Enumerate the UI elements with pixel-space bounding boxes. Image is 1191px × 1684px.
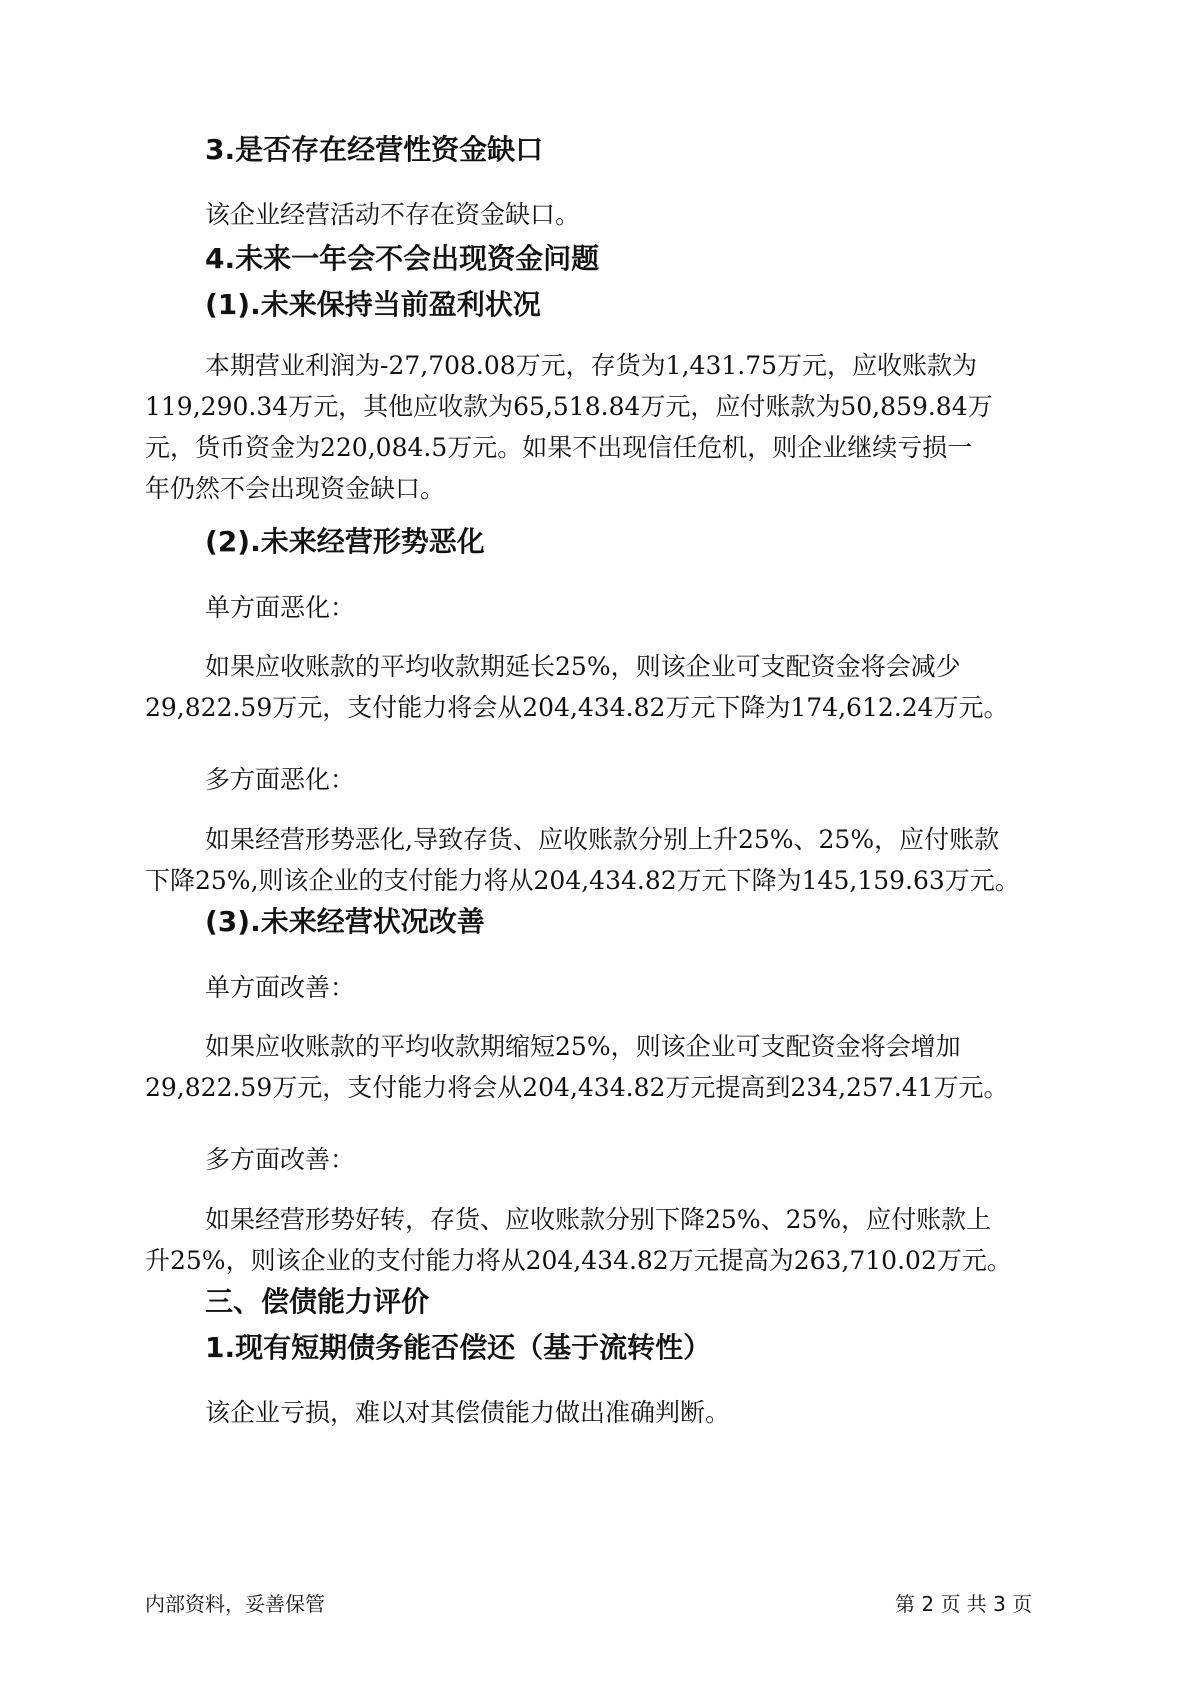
heading-short-term-debt: 1.现有短期债务能否偿还（基于流转性） (205, 1331, 712, 1364)
paragraph-line: 29,822.59万元，支付能力将会从204,434.82万元提高到234,257.41万元。 (145, 1073, 1009, 1102)
footer-page-number: 第 2 页 共 3 页 (895, 1592, 1033, 1616)
paragraph-single-worsening (145, 646, 1050, 728)
heading-improving: (3).未来经营状况改善 (205, 905, 485, 938)
heading-next-year-funding: 4.未来一年会不会出现资金问题 (205, 242, 600, 275)
paragraph-line: 年仍然不会出现资金缺口。 (145, 474, 446, 503)
label-single-improving: 单方面改善： (205, 973, 356, 1002)
paragraph-line: 下降25%,则该企业的支付能力将从204,434.82万元下降为145,159.63万元。 (145, 866, 1020, 895)
paragraph-multi-improving (145, 1199, 1050, 1281)
heading-keep-profit: (1).未来保持当前盈利状况 (205, 288, 541, 321)
heading-worsening: (2).未来经营形势恶化 (205, 525, 485, 558)
paragraph-line: 如果经营形势恶化,导致存货、应收账款分别上升25%、25%，应付账款 (205, 825, 1000, 854)
paragraph-line: 119,290.34万元，其他应收款为65,518.84万元，应付账款为50,859.84万 (145, 392, 993, 421)
label-single-worsening: 单方面恶化： (205, 593, 356, 622)
heading-funding-gap: 3.是否存在经营性资金缺口 (205, 133, 544, 166)
paragraph-profit-status (145, 345, 1050, 509)
paragraph-line: 本期营业利润为-27,708.08万元，存货为1,431.75万元，应收账款为 (205, 351, 978, 380)
paragraph-line: 如果经营形势好转，存货、应收账款分别下降25%、25%，应付账款上 (205, 1205, 992, 1234)
paragraph-funding-gap: 该企业经营活动不存在资金缺口。 (205, 200, 581, 229)
paragraph-line: 元，货币资金为220,084.5万元。如果不出现信任危机，则企业继续亏损一 (145, 433, 973, 462)
label-multi-worsening: 多方面恶化： (205, 765, 356, 794)
paragraph-line: 升25%，则该企业的支付能力将从204,434.82万元提高为263,710.02万元。 (145, 1246, 1012, 1275)
paragraph-line: 如果应收账款的平均收款期缩短25%，则该企业可支配资金将会增加 (205, 1032, 961, 1061)
heading-debt-capacity: 三、偿债能力评价 (205, 1285, 430, 1318)
footer-confidential-note: 内部资料，妥善保管 (145, 1592, 325, 1616)
paragraph-single-improving (145, 1026, 1050, 1108)
paragraph-line: 如果应收账款的平均收款期延长25%，则该企业可支配资金将会减少 (205, 652, 961, 681)
paragraph-line: 29,822.59万元，支付能力将会从204,434.82万元下降为174,612.24万元。 (145, 693, 1009, 722)
label-multi-improving: 多方面改善： (205, 1145, 356, 1174)
paragraph-debt-judgement: 该企业亏损，难以对其偿债能力做出准确判断。 (205, 1398, 731, 1427)
paragraph-multi-worsening (145, 819, 1050, 901)
